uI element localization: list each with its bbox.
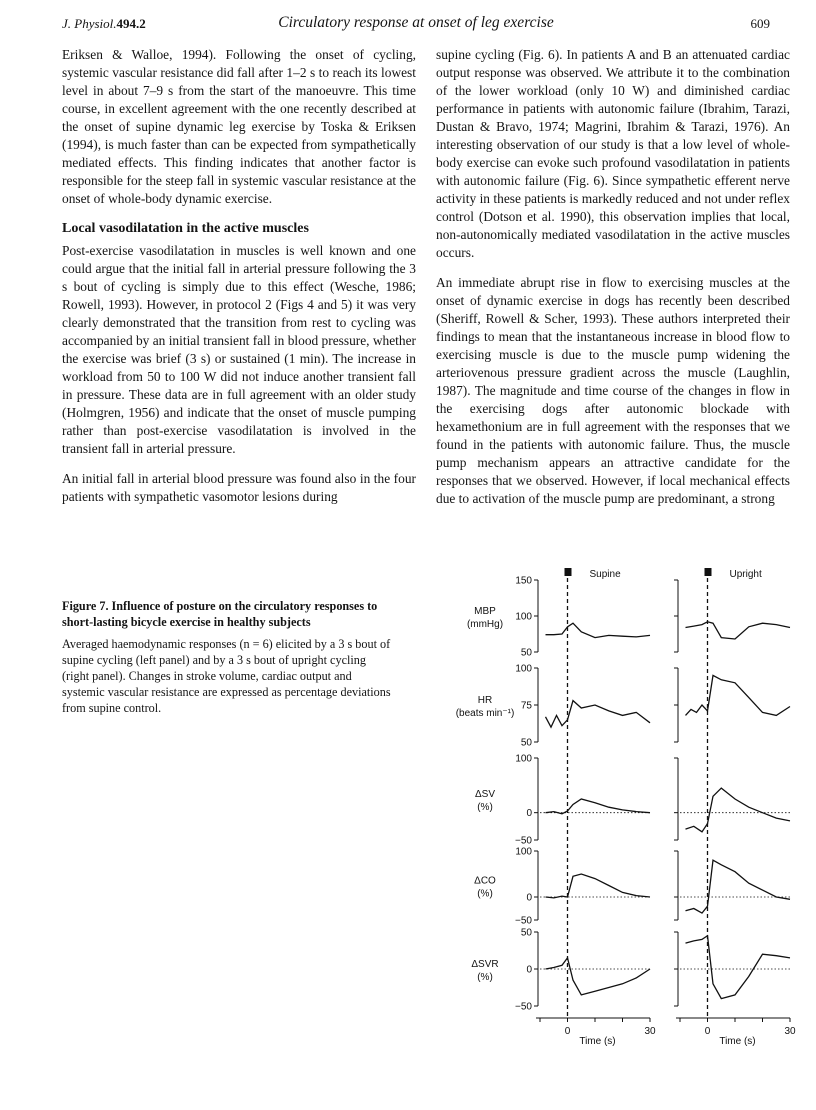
x-tick-label: 0 xyxy=(564,1026,571,1037)
y-tick-label: 50 xyxy=(520,927,532,939)
section-heading: Local vasodilatation in the active muscles xyxy=(62,221,309,236)
y-tick-label: 50 xyxy=(520,647,532,659)
paragraph: Post-exercise vasodilatation in muscles is well known and one could argue that the initial fall in arterial pressure following the 3 s bout of cycling is simply due to this effect (Wesche, 1986; Rowell, 1993). However, in protocol 2 (Figs 4 and 5) it was very clearly demonstrated that the transition from rest to cycling was accompanied by an initial transient fall in blood pressure, whether the exercise was brief (3 s) or sustained (1 min). The increase in workload from 50 to 100 W did not induce another transient fall in pressure. These data are in full agreement with an older study (Holmgren, 1956) and indicate that the onset of muscle pumping rather than post-exercise vasodilatation is involved in the transient fall in arterial pressure. xyxy=(62,243,416,456)
left-column xyxy=(62,46,416,518)
y-tick-label: −50 xyxy=(515,915,532,927)
exercise-marker xyxy=(705,568,712,576)
dsv-supine-series xyxy=(546,799,651,814)
panel-unit-mbp: (mmHg) xyxy=(466,619,504,630)
column-title-upright: Upright xyxy=(729,569,762,580)
panel-label-dco: ΔCO xyxy=(474,875,496,887)
mbp-upright-series xyxy=(686,622,791,639)
panel-unit-dsv: (%) xyxy=(477,802,493,813)
figure-title: Figure 7. Influence of posture on the circulatory responses to short-lasting bicycle exercise in healthy subjects xyxy=(62,599,378,629)
y-tick-label: 150 xyxy=(515,575,532,587)
panel-label-dsv: ΔSV xyxy=(474,789,496,800)
figure-caption xyxy=(62,598,392,716)
y-tick-label: 100 xyxy=(515,663,532,675)
x-tick-label: 30 xyxy=(644,1026,656,1037)
y-tick-label: −50 xyxy=(515,1001,532,1013)
hr-upright-series xyxy=(686,675,791,715)
running-header xyxy=(62,14,770,38)
paragraph: An initial fall in arterial blood pressure was found also in the four patients with sympathetic vasomotor lesions during xyxy=(62,471,416,504)
panel-label-hr: HR xyxy=(477,695,493,706)
figure-description: Averaged haemodynamic responses (n = 6) elicited by a 3 s bout of supine cycling (left panel) and by a 3 s bout of upright cycling (right panel). Changes in stroke volume, cardiac output and systemic vascular resistance are expressed as percentage deviations from supine control. xyxy=(62,637,391,715)
paragraph: supine cycling (Fig. 6). In patients A and B an attenuated cardiac output response was observed. We attribute it to the combination of the lower workload (only 10 W) and diminished cardiac performance in patients with autonomic failure (Ibrahim, Tarazi, Dustan & Bravo, 1974; Magrini, Ibrahim & Tarazi, 1976). An interesting observation of our study is that a low level of whole-body exercise can evoke such profound vasodilatation in patients with autonomic failure (Fig. 6). Since sympathetic efferent nerve activity in these patients is markedly reduced and not under reflex control (Dotson et al. 1990), this observation implies that local, non-autonomically mediated vasodilatation in the active muscles occurs. xyxy=(436,47,790,260)
y-tick-label: −50 xyxy=(515,835,532,847)
dsvr-upright-series xyxy=(686,936,791,999)
y-tick-label: 0 xyxy=(526,808,532,820)
column-title-supine: Supine xyxy=(589,569,621,580)
figure-chart xyxy=(440,568,796,1080)
page-number: 609 xyxy=(750,16,770,31)
paragraph: Eriksen & Walloe, 1994). Following the onset of cycling, systemic vascular resistance did fall after 1–2 s to reach its lowest level in about 7–9 s from the start of the manoeuvre. This time course, in excellent agreement with the one recently described at the onset of supine dynamic leg exercise by Toska & Eriksen (1994), is much faster than can be expected from sympathetically mediated effects. This finding indicates that another factor is responsible for the steep fall in systemic vascular resistance at the onset of whole-body dynamic exercise. xyxy=(62,47,416,206)
y-tick-label: 75 xyxy=(520,700,532,712)
y-tick-label: 100 xyxy=(515,611,532,623)
panel-unit-dsvr: (%) xyxy=(477,972,493,983)
panel-unit-hr: (beats min⁻¹) xyxy=(455,708,515,719)
y-tick-label: 0 xyxy=(526,892,532,904)
right-column xyxy=(436,46,790,520)
panel-unit-dco: (%) xyxy=(477,888,493,900)
journal-name: J. Physiol. xyxy=(62,16,117,31)
dco-supine-series xyxy=(546,874,651,898)
dco-upright-series xyxy=(686,860,791,913)
x-tick-label: 30 xyxy=(784,1026,796,1037)
dsv-upright-series xyxy=(686,788,791,832)
running-title: Circulatory response at onset of leg exercise xyxy=(278,14,554,31)
x-axis-label: Time (s) xyxy=(719,1036,756,1047)
figure-7 xyxy=(440,568,796,1080)
exercise-marker xyxy=(565,568,572,576)
y-tick-label: 100 xyxy=(515,846,532,858)
y-tick-label: 100 xyxy=(515,753,532,765)
y-tick-label: 0 xyxy=(526,964,532,976)
x-tick-label: 0 xyxy=(704,1026,711,1037)
paragraph: An immediate abrupt rise in flow to exercising muscles at the onset of dynamic exercise in dogs has recently been described (Sheriff, Rowell & Scher, 1993). These authors interpreted their findings to mean that the instantaneous increase in blood flow to exercising muscle is due to the muscle pump widening the arteriovenous pressure gradient across the muscle (Laughlin, 1987). The magnitude and time course of the changes in flow in the exercising dogs after autonomic blockade with hexamethonium are in full agreement with the responses that we found in the patients with autonomic failure. Thus, the muscle pump mechanism appears an attractive candidate for the responses that we observed. However, if local mechanical effects due to activation of the muscle pump are predominant, a strong xyxy=(436,275,790,506)
journal-volume: 494.2 xyxy=(116,16,146,31)
hr-supine-series xyxy=(546,701,651,728)
panel-label-dsvr: ΔSVR xyxy=(471,959,499,970)
x-axis-label: Time (s) xyxy=(579,1036,616,1047)
y-tick-label: 50 xyxy=(520,737,532,749)
panel-label-mbp: MBP xyxy=(474,606,496,617)
dsvr-supine-series xyxy=(546,958,651,995)
mbp-supine-series xyxy=(546,623,651,637)
